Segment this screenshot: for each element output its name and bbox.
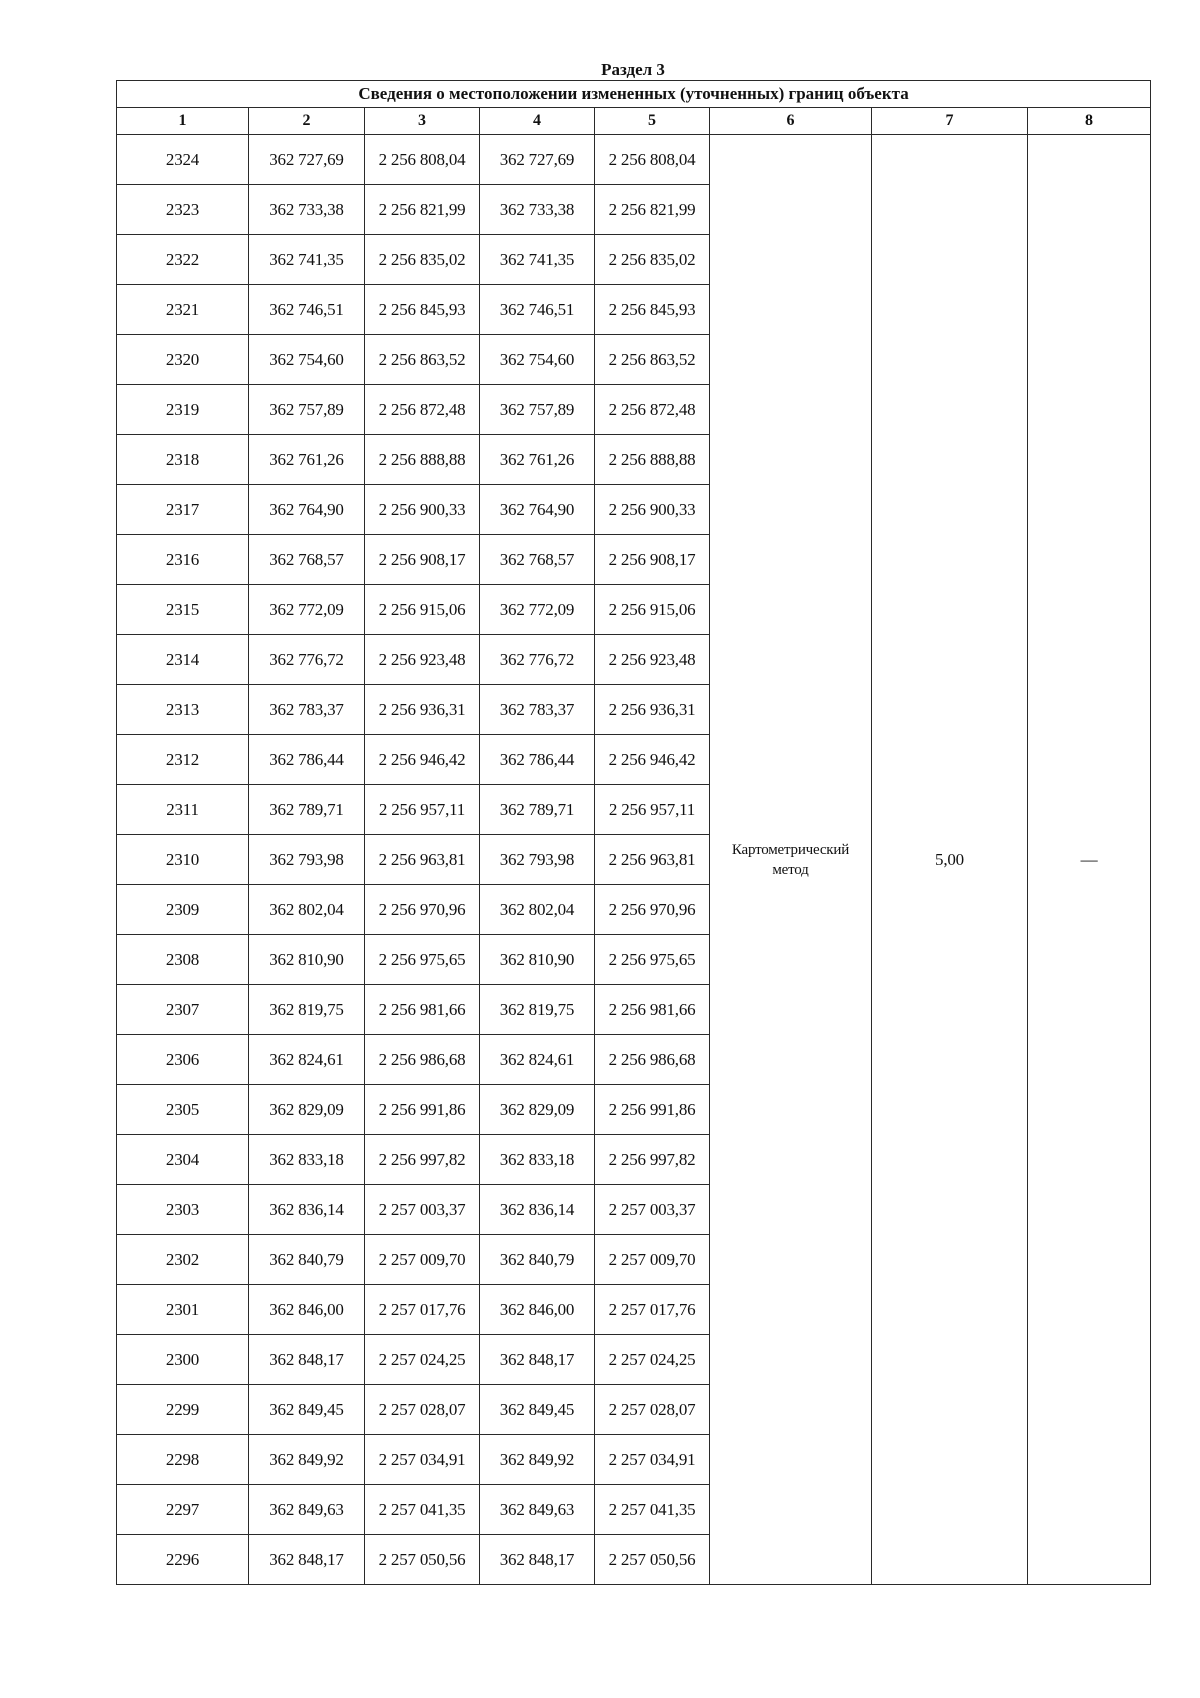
old-y-cell: 2 256 900,33	[365, 485, 480, 535]
old-x-cell: 362 727,69	[249, 135, 365, 185]
point-number-cell: 2319	[117, 385, 249, 435]
old-x-cell: 362 746,51	[249, 285, 365, 335]
new-x-cell: 362 746,51	[480, 285, 595, 335]
old-y-cell: 2 256 863,52	[365, 335, 480, 385]
new-x-cell: 362 776,72	[480, 635, 595, 685]
old-x-cell: 362 829,09	[249, 1085, 365, 1135]
new-y-cell: 2 256 991,86	[595, 1085, 710, 1135]
column-number: 2	[249, 108, 365, 135]
table-caption: Сведения о местоположении измененных (уточненных) границ объекта	[117, 81, 1151, 108]
column-number: 6	[710, 108, 872, 135]
old-x-cell: 362 846,00	[249, 1285, 365, 1335]
old-y-cell: 2 257 003,37	[365, 1185, 480, 1235]
old-y-cell: 2 256 963,81	[365, 835, 480, 885]
column-number: 7	[872, 108, 1028, 135]
old-x-cell: 362 848,17	[249, 1335, 365, 1385]
new-y-cell: 2 256 986,68	[595, 1035, 710, 1085]
new-y-cell: 2 256 863,52	[595, 335, 710, 385]
old-y-cell: 2 257 024,25	[365, 1335, 480, 1385]
point-number-cell: 2318	[117, 435, 249, 485]
new-y-cell: 2 256 936,31	[595, 685, 710, 735]
new-x-cell: 362 789,71	[480, 785, 595, 835]
new-x-cell: 362 757,89	[480, 385, 595, 435]
old-y-cell: 2 256 888,88	[365, 435, 480, 485]
point-number-cell: 2300	[117, 1335, 249, 1385]
point-number-cell: 2311	[117, 785, 249, 835]
old-y-cell: 2 257 009,70	[365, 1235, 480, 1285]
old-y-cell: 2 256 821,99	[365, 185, 480, 235]
new-x-cell: 362 848,17	[480, 1335, 595, 1385]
new-y-cell: 2 257 009,70	[595, 1235, 710, 1285]
new-y-cell: 2 257 041,35	[595, 1485, 710, 1535]
point-number-cell: 2297	[117, 1485, 249, 1535]
old-y-cell: 2 257 034,91	[365, 1435, 480, 1485]
old-y-cell: 2 256 975,65	[365, 935, 480, 985]
new-y-cell: 2 257 050,56	[595, 1535, 710, 1585]
new-x-cell: 362 764,90	[480, 485, 595, 535]
point-number-cell: 2301	[117, 1285, 249, 1335]
old-y-cell: 2 256 808,04	[365, 135, 480, 185]
old-x-cell: 362 757,89	[249, 385, 365, 435]
old-y-cell: 2 256 957,11	[365, 785, 480, 835]
point-number-cell: 2299	[117, 1385, 249, 1435]
table-row	[117, 135, 1151, 185]
old-x-cell: 362 849,92	[249, 1435, 365, 1485]
old-x-cell: 362 824,61	[249, 1035, 365, 1085]
point-number-cell: 2320	[117, 335, 249, 385]
new-y-cell: 2 256 970,96	[595, 885, 710, 935]
old-x-cell: 362 789,71	[249, 785, 365, 835]
old-y-cell: 2 256 936,31	[365, 685, 480, 735]
point-number-cell: 2303	[117, 1185, 249, 1235]
new-x-cell: 362 824,61	[480, 1035, 595, 1085]
old-y-cell: 2 257 041,35	[365, 1485, 480, 1535]
new-y-cell: 2 256 821,99	[595, 185, 710, 235]
old-x-cell: 362 761,26	[249, 435, 365, 485]
new-x-cell: 362 772,09	[480, 585, 595, 635]
point-number-cell: 2298	[117, 1435, 249, 1485]
point-number-cell: 2314	[117, 635, 249, 685]
point-number-cell: 2305	[117, 1085, 249, 1135]
point-number-cell: 2324	[117, 135, 249, 185]
new-y-cell: 2 256 957,11	[595, 785, 710, 835]
new-y-cell: 2 256 872,48	[595, 385, 710, 435]
new-y-cell: 2 256 946,42	[595, 735, 710, 785]
new-x-cell: 362 793,98	[480, 835, 595, 885]
column-number: 1	[117, 108, 249, 135]
new-x-cell: 362 727,69	[480, 135, 595, 185]
new-y-cell: 2 256 845,93	[595, 285, 710, 335]
method-cell	[710, 135, 872, 1585]
old-y-cell: 2 256 923,48	[365, 635, 480, 685]
method-line: Картометрический	[731, 841, 850, 858]
table-body	[117, 135, 1151, 1585]
old-y-cell: 2 256 991,86	[365, 1085, 480, 1135]
new-y-cell: 2 256 835,02	[595, 235, 710, 285]
accuracy-cell: 5,00	[872, 135, 1028, 1585]
old-y-cell: 2 257 050,56	[365, 1535, 480, 1585]
point-number-cell: 2296	[117, 1535, 249, 1585]
point-number-cell: 2323	[117, 185, 249, 235]
new-x-cell: 362 768,57	[480, 535, 595, 585]
point-number-cell: 2302	[117, 1235, 249, 1285]
old-x-cell: 362 768,57	[249, 535, 365, 585]
old-x-cell: 362 802,04	[249, 885, 365, 935]
new-y-cell: 2 256 915,06	[595, 585, 710, 635]
new-x-cell: 362 802,04	[480, 885, 595, 935]
new-y-cell: 2 257 028,07	[595, 1385, 710, 1435]
new-y-cell: 2 257 034,91	[595, 1435, 710, 1485]
new-y-cell: 2 256 963,81	[595, 835, 710, 885]
description-cell: —	[1028, 135, 1151, 1585]
new-x-cell: 362 829,09	[480, 1085, 595, 1135]
old-y-cell: 2 256 915,06	[365, 585, 480, 635]
new-x-cell: 362 848,17	[480, 1535, 595, 1585]
new-x-cell: 362 741,35	[480, 235, 595, 285]
new-x-cell: 362 786,44	[480, 735, 595, 785]
column-number: 4	[480, 108, 595, 135]
new-x-cell: 362 810,90	[480, 935, 595, 985]
old-x-cell: 362 793,98	[249, 835, 365, 885]
section-title: Раздел 3	[601, 60, 665, 79]
new-y-cell: 2 256 981,66	[595, 985, 710, 1035]
point-number-cell: 2310	[117, 835, 249, 885]
point-number-cell: 2312	[117, 735, 249, 785]
new-y-cell: 2 256 975,65	[595, 935, 710, 985]
old-y-cell: 2 256 872,48	[365, 385, 480, 435]
point-number-cell: 2317	[117, 485, 249, 535]
point-number-cell: 2313	[117, 685, 249, 735]
old-y-cell: 2 256 845,93	[365, 285, 480, 335]
new-y-cell: 2 257 024,25	[595, 1335, 710, 1385]
column-number: 3	[365, 108, 480, 135]
column-number: 5	[595, 108, 710, 135]
method-line: метод	[772, 861, 809, 878]
new-y-cell: 2 256 908,17	[595, 535, 710, 585]
old-x-cell: 362 848,17	[249, 1535, 365, 1585]
old-x-cell: 362 741,35	[249, 235, 365, 285]
new-y-cell: 2 257 017,76	[595, 1285, 710, 1335]
point-number-cell: 2309	[117, 885, 249, 935]
new-x-cell: 362 761,26	[480, 435, 595, 485]
old-y-cell: 2 256 908,17	[365, 535, 480, 585]
point-number-cell: 2322	[117, 235, 249, 285]
old-x-cell: 362 772,09	[249, 585, 365, 635]
old-x-cell: 362 810,90	[249, 935, 365, 985]
old-x-cell: 362 776,72	[249, 635, 365, 685]
old-y-cell: 2 256 997,82	[365, 1135, 480, 1185]
old-x-cell: 362 849,63	[249, 1485, 365, 1535]
new-x-cell: 362 849,92	[480, 1435, 595, 1485]
column-number-row	[117, 108, 1151, 135]
old-y-cell: 2 256 946,42	[365, 735, 480, 785]
point-number-cell: 2308	[117, 935, 249, 985]
new-x-cell: 362 846,00	[480, 1285, 595, 1335]
old-y-cell: 2 257 028,07	[365, 1385, 480, 1435]
old-y-cell: 2 256 970,96	[365, 885, 480, 935]
new-x-cell: 362 836,14	[480, 1185, 595, 1235]
new-y-cell: 2 256 997,82	[595, 1135, 710, 1185]
new-x-cell: 362 754,60	[480, 335, 595, 385]
old-y-cell: 2 256 986,68	[365, 1035, 480, 1085]
old-x-cell: 362 840,79	[249, 1235, 365, 1285]
new-y-cell: 2 256 923,48	[595, 635, 710, 685]
new-y-cell: 2 256 888,88	[595, 435, 710, 485]
old-x-cell: 362 764,90	[249, 485, 365, 535]
new-x-cell: 362 783,37	[480, 685, 595, 735]
old-x-cell: 362 786,44	[249, 735, 365, 785]
point-number-cell: 2321	[117, 285, 249, 335]
old-y-cell: 2 256 981,66	[365, 985, 480, 1035]
new-x-cell: 362 840,79	[480, 1235, 595, 1285]
old-x-cell: 362 849,45	[249, 1385, 365, 1435]
coordinates-table	[116, 80, 1151, 1585]
old-x-cell: 362 783,37	[249, 685, 365, 735]
point-number-cell: 2307	[117, 985, 249, 1035]
point-number-cell: 2306	[117, 1035, 249, 1085]
new-y-cell: 2 257 003,37	[595, 1185, 710, 1235]
column-number: 8	[1028, 108, 1151, 135]
new-x-cell: 362 819,75	[480, 985, 595, 1035]
old-x-cell: 362 819,75	[249, 985, 365, 1035]
old-x-cell: 362 836,14	[249, 1185, 365, 1235]
old-x-cell: 362 733,38	[249, 185, 365, 235]
new-y-cell: 2 256 808,04	[595, 135, 710, 185]
old-y-cell: 2 256 835,02	[365, 235, 480, 285]
new-x-cell: 362 849,63	[480, 1485, 595, 1535]
point-number-cell: 2315	[117, 585, 249, 635]
old-x-cell: 362 754,60	[249, 335, 365, 385]
new-y-cell: 2 256 900,33	[595, 485, 710, 535]
new-x-cell: 362 733,38	[480, 185, 595, 235]
old-x-cell: 362 833,18	[249, 1135, 365, 1185]
point-number-cell: 2316	[117, 535, 249, 585]
point-number-cell: 2304	[117, 1135, 249, 1185]
old-y-cell: 2 257 017,76	[365, 1285, 480, 1335]
new-x-cell: 362 849,45	[480, 1385, 595, 1435]
new-x-cell: 362 833,18	[480, 1135, 595, 1185]
